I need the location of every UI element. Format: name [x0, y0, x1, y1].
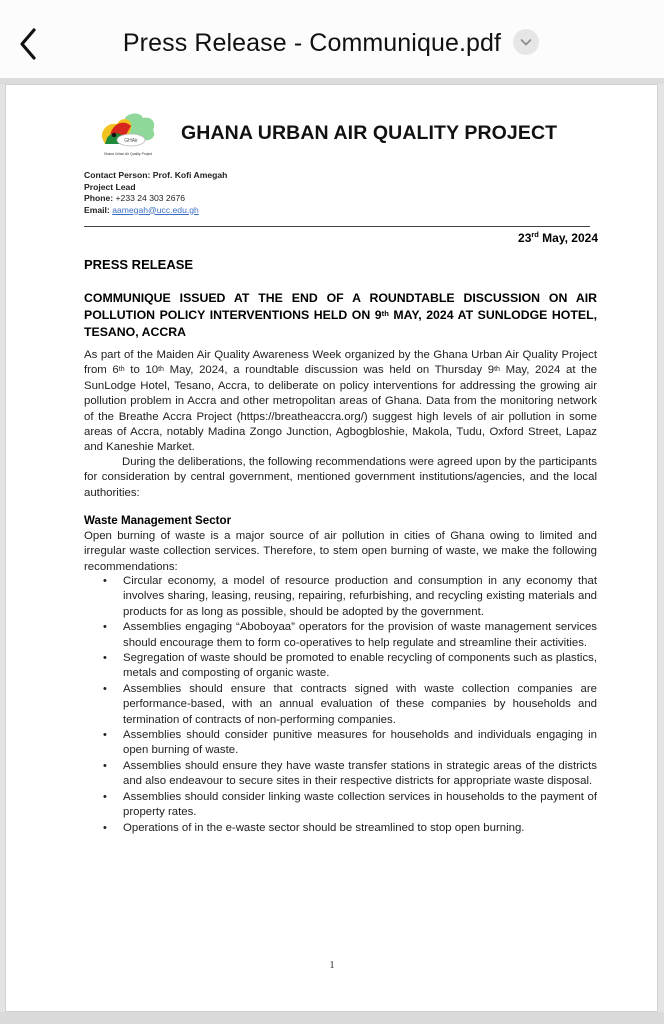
ghair-logo-icon: [93, 110, 163, 158]
next-page-edge: [0, 1012, 664, 1024]
list-item: • Assemblies should ensure that contracts signed with waste collection companies are performance-based, with an annual evaluation of these companies by households and termination of contracts of non-performing companies.: [84, 682, 597, 728]
email-link[interactable]: aamegah@ucc.edu.gh: [112, 204, 199, 215]
contact-block: [84, 170, 227, 216]
header-divider: [84, 226, 590, 227]
document-title-bar: [0, 29, 664, 58]
sector-intro-paragraph: Open burning of waste is a major source of air pollution in cities of Ghana owing to limited and irregular waste collection services. Therefore, to stem open burning of waste, we make the following recommendations:: [84, 530, 597, 573]
communique-heading: COMMUNIQUE ISSUED AT THE END OF A ROUNDTABLE DISCUSSION ON AIR POLLUTION POLICY INTERVENTIONS HELD ON 9th MAY, 2024 AT SUNLODGE HOTEL, TESANO, ACCRA: [84, 291, 598, 339]
list-item: • Segregation of waste should be promoted to enable recycling of components such as plastics, metals and composting of organic waste.: [84, 651, 597, 682]
list-item: • Assemblies engaging “Aboboyaa” operators for the provision of waste management services should encourage them to form co-operatives to help regulate and streamline their activities.: [84, 620, 597, 651]
deliberations-paragraph: During the deliberations, the following recommendations were agreed upon by the participants for consideration by central government, mentioned government institutions/agencies, and the local authorities:: [84, 456, 597, 499]
contact-person: Contact Person: Prof. Kofi Amegah: [84, 170, 228, 180]
list-item: • Circular economy, a model of resource production and consumption in any economy that involves sharing, leasing, reusing, repairing, refurbishing, and recycling existing materials and products for as long as possible, should be adopted by the government.: [84, 574, 597, 620]
svg-text:GHAir: GHAir: [124, 138, 138, 144]
list-item: • Assemblies should consider linking waste collection services in households to the payment of property rates.: [84, 790, 597, 821]
chevron-down-icon: [513, 29, 539, 55]
project-logo: [93, 110, 163, 158]
contact-role: Project Lead: [84, 181, 136, 192]
contact-email: Email: aamegah@ucc.edu.gh: [84, 204, 199, 215]
svg-text:Ghana Urban Air Quality Projec: Ghana Urban Air Quality Project: [103, 152, 153, 156]
page-number: 1: [329, 960, 335, 971]
sector-heading: Waste Management Sector: [84, 514, 232, 527]
release-date: 23rd May, 2024: [518, 229, 598, 245]
list-item: • Assemblies should consider punitive measures for households and individuals engaging in open burning of waste.: [84, 728, 597, 759]
organization-name: GHANA URBAN AIR QUALITY PROJECT: [181, 122, 558, 144]
list-item: • Assemblies should ensure they have waste transfer stations in strategic areas of the districts and also endeavour to secure sites in their respective districts for appropriate waste disposal.: [84, 759, 597, 790]
press-release-label: PRESS RELEASE: [84, 257, 194, 272]
list-item: • Operations of in the e-waste sector should be streamlined to stop open burning.: [84, 821, 597, 836]
title-menu-button[interactable]: [513, 29, 539, 55]
recommendations-list: [84, 574, 597, 836]
document-title: Press Release - Communique.pdf: [122, 29, 502, 57]
navigation-bar: [0, 0, 664, 78]
intro-paragraph: As part of the Maiden Air Quality Awareness Week organized by the Ghana Urban Air Quality Project from 6th to 10th May, 2024, a roundtable discussion was held on Thursday 9th May, 2024 at the SunLodge Hotel, Tesano, Accra, to deliberate on policy interventions for addressing the growing air pollution problem in Accra and other metropolitan areas of Ghana. Data from the monitoring network of the Breathe Accra Project (https://breatheaccra.org/) suggest high levels of air pollution in some areas of Accra, notably Madina Zongo Junction, Agbogbloshie, Makola, Tudu, Oxford Street, Lapaz and Kaneshie Market.: [84, 349, 597, 454]
contact-phone: Phone: +233 24 303 2676: [84, 193, 186, 203]
